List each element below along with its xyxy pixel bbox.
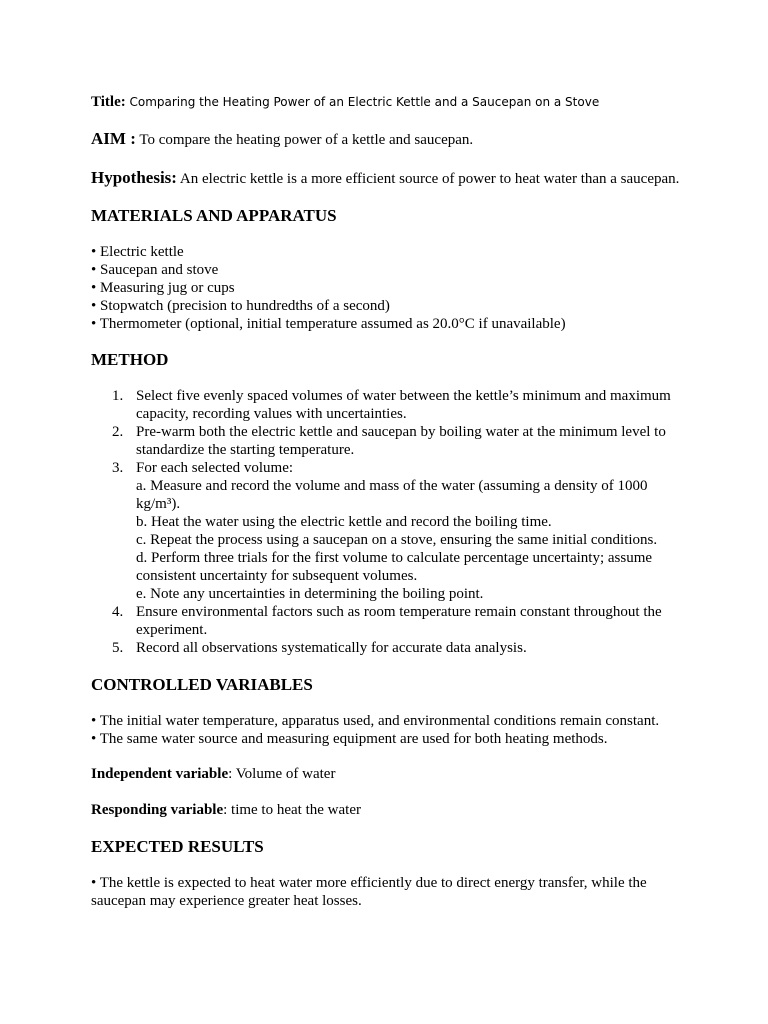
method-step (91, 459, 691, 603)
responding-variable (91, 801, 691, 819)
materials-heading: MATERIALS AND APPARATUS (91, 206, 337, 225)
independent-label: Independent variable (91, 766, 229, 782)
step-text: For each selected volume: (136, 460, 294, 476)
step-text: Ensure environmental factors such as room temperature remain constant throughout the experiment. (136, 604, 662, 638)
method-step (91, 603, 691, 639)
independent-variable (91, 765, 691, 783)
list-item: • Electric kettle (91, 244, 184, 260)
method-step (91, 387, 691, 423)
hypothesis-paragraph (91, 169, 691, 188)
substep-e: e. Note any uncertainties in determining the boiling point. (136, 586, 484, 602)
method-step (91, 639, 691, 657)
list-item: • Measuring jug or cups (91, 280, 235, 296)
responding-text: : time to heat the water (223, 802, 361, 818)
method-step (91, 423, 691, 459)
aim-label: AIM : (91, 129, 136, 148)
list-item: • Saucepan and stove (91, 262, 219, 278)
step-number: 1. (112, 388, 124, 404)
step-text: Select five evenly spaced volumes of water between the kettle’s minimum and maximum capacity, recording values with uncertainties. (136, 388, 671, 422)
step-text: Pre-warm both the electric kettle and saucepan by boiling water at the minimum level to standardize the starting temperature. (136, 424, 666, 458)
aim-paragraph (91, 130, 691, 149)
hypothesis-label: Hypothesis: (91, 168, 177, 187)
controlled-list (91, 712, 691, 748)
list-item: • Thermometer (optional, initial temperature assumed as 20.0°C if unavailable) (91, 316, 566, 332)
list-item: • The same water source and measuring equipment are used for both heating methods. (91, 731, 608, 747)
title-label: Title: (91, 94, 126, 110)
document-page (91, 92, 691, 910)
substep-c: c. Repeat the process using a saucepan on a stove, ensuring the same initial conditions. (136, 532, 658, 548)
title-line (91, 92, 691, 112)
list-item: • The kettle is expected to heat water more efficiently due to direct energy transfer, while the saucepan may experience greater heat losses. (91, 875, 647, 909)
method-heading: METHOD (91, 350, 169, 369)
substep-b: b. Heat the water using the electric kettle and record the boiling time. (136, 514, 552, 530)
substep-a: a. Measure and record the volume and mass of the water (assuming a density of 1000 kg/m³). (136, 478, 648, 512)
controlled-heading: CONTROLLED VARIABLES (91, 675, 313, 694)
title-text: Comparing the Heating Power of an Electric Kettle and a Saucepan on a Stove (129, 95, 600, 109)
substep-d: d. Perform three trials for the first volume to calculate percentage uncertainty; assume consistent uncertainty for subsequent volumes. (136, 550, 653, 584)
aim-text: To compare the heating power of a kettle and saucepan. (139, 132, 474, 148)
step-number: 4. (112, 604, 124, 620)
materials-list (91, 243, 691, 333)
list-item: • The initial water temperature, apparatus used, and environmental conditions remain constant. (91, 713, 660, 729)
list-item: • Stopwatch (precision to hundredths of a second) (91, 298, 390, 314)
method-list (91, 387, 691, 657)
step-number: 3. (112, 460, 124, 476)
step-text: Record all observations systematically for accurate data analysis. (136, 640, 527, 656)
independent-text: : Volume of water (228, 766, 336, 782)
step-number: 5. (112, 640, 124, 656)
responding-label: Responding variable (91, 802, 224, 818)
step-number: 2. (112, 424, 124, 440)
expected-heading: EXPECTED RESULTS (91, 837, 264, 856)
expected-list (91, 874, 691, 910)
hypothesis-text: An electric kettle is a more efficient source of power to heat water than a saucepan. (179, 171, 680, 187)
